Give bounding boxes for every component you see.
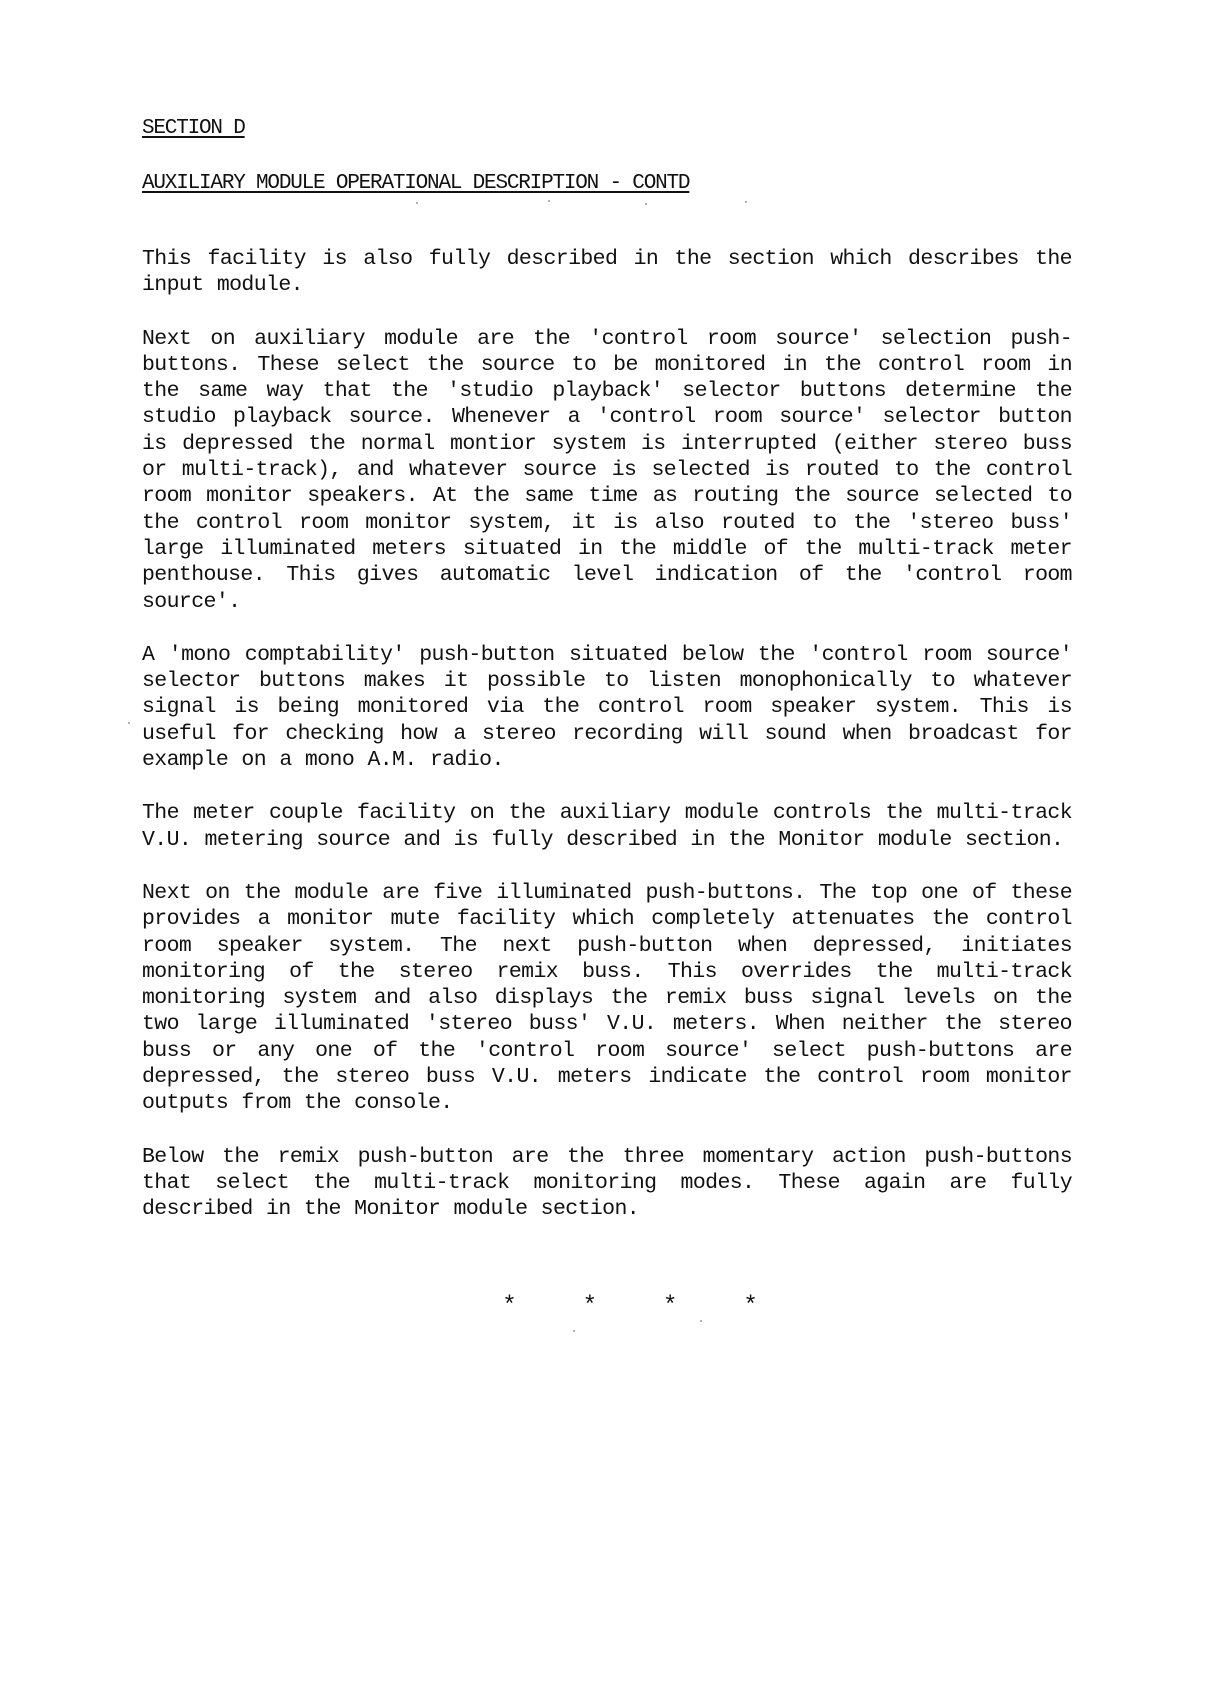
scan-speck: [645, 203, 647, 205]
paragraph-4: The meter couple facility on the auxiliary module controls the multi-track V.U. metering source and is fully described in the Monitor module section.: [142, 801, 1072, 852]
asterisk-mark: *: [582, 1293, 597, 1320]
paragraph-3: A 'mono comptability' push-button situated below the 'control room source' selector buttons makes it possible to listen monophonically to whatever signal is being monitored via the control room speaker system. This is useful for checking how a stereo recording will sound when broadcast for example on a mono A.M. radio.: [142, 642, 1072, 773]
scan-speck: [128, 722, 130, 724]
scan-speck: [700, 1320, 702, 1322]
subheading: AUXILIARY MODULE OPERATIONAL DESCRIPTION - CONTD: [142, 172, 690, 195]
paragraph-6: Below the remix push-button are the three momentary action push-buttons that select the multi-track monitoring modes. These again are fully described in the Monitor module section.: [142, 1144, 1072, 1222]
scan-speck: [745, 201, 747, 203]
paragraph-1: This facility is also fully described in the section which describes the input module.: [142, 247, 1072, 298]
scan-speck: [416, 202, 418, 204]
scan-speck: [573, 1330, 575, 1332]
section-heading: SECTION D: [142, 117, 245, 140]
body-text: [142, 246, 1072, 1250]
end-of-section-marks: [0, 1293, 1216, 1320]
scan-speck: [548, 200, 550, 202]
paragraph-5: Next on the module are five illuminated push-buttons. The top one of these provides a monitor mute facility which completely attenuates the control room speaker system. The next push-button when depressed, initiates monitoring of the stereo remix buss. This overrides the multi-track monitoring system and also displays the remix buss signal levels on the two large illuminated 'stereo buss' V.U. meters. When neither the stereo buss or any one of the 'control room source' select push-buttons are depressed, the stereo buss V.U. meters indicate the control room monitor outputs from the console.: [142, 880, 1072, 1116]
asterisk-mark: *: [663, 1293, 678, 1320]
asterisk-mark: *: [502, 1293, 517, 1320]
paragraph-2: Next on auxiliary module are the 'control room source' selection push-buttons. These select the source to be monitored in the control room in the same way that the 'studio playback' selector buttons determine the studio playback source. Whenever a 'control room source' selector button is depressed the normal montior system is interrupted (either stereo buss or multi-track), and whatever source is selected is routed to the control room monitor speakers. At the same time as routing the source selected to the control room monitor system, it is also routed to the 'stereo buss' large illuminated meters situated in the middle of the multi-track meter penthouse. This gives automatic level indication of the 'control room source'.: [142, 326, 1072, 614]
asterisk-mark: *: [743, 1293, 758, 1320]
